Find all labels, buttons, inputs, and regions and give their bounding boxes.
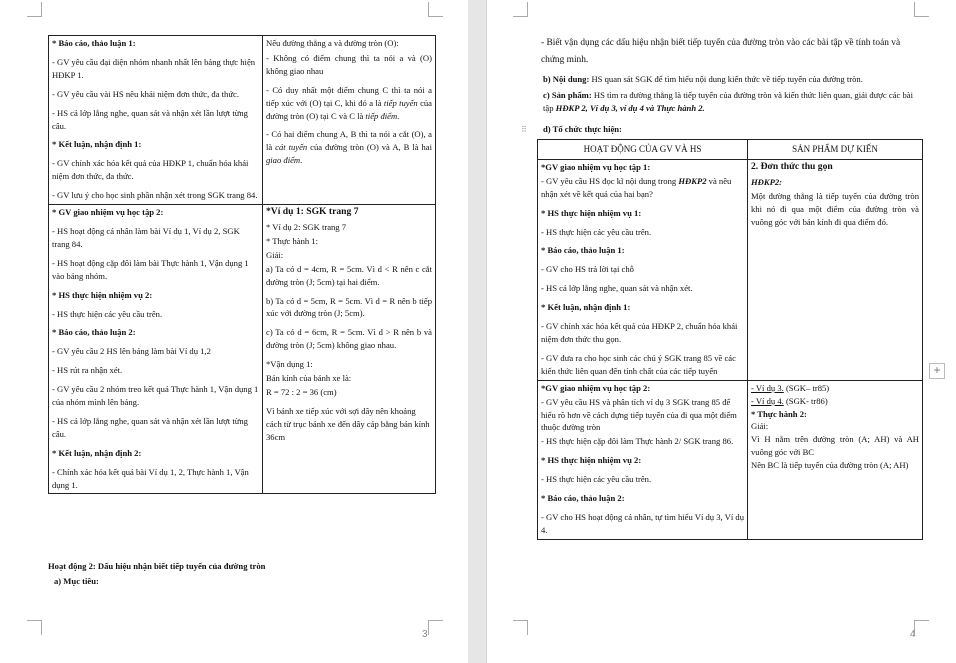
list-item: - GV yêu cầu 2 nhóm treo kết quả Thực hành 1, Vận dụng 1 của nhóm mình lên bảng. — [52, 384, 259, 408]
organization-heading: d) Tổ chức thực hiện: — [543, 124, 622, 134]
list-item: - HS hoạt động cá nhân làm bài Ví dụ 1, Ví dụ 2, SGK trang 84. — [52, 225, 240, 249]
product-line — [543, 89, 915, 115]
product-line: Giải: — [266, 249, 284, 260]
table-row — [538, 380, 923, 539]
product-lines — [266, 221, 432, 444]
list-item: - GV chính xác hóa kết quả của HĐKP 2, chuẩn hóa khái niệm đơn thức thu gọn. — [541, 321, 738, 344]
term-tangent-point: tiếp điểm — [365, 110, 398, 121]
list-item: - HS rút ra nhận xét. — [52, 365, 123, 376]
text-run: - Có hai điểm chung A, B thì ta nói a cắt (O), a là — [266, 129, 432, 153]
crop-mark-bottom-right — [428, 620, 443, 635]
activity-cell — [49, 205, 263, 494]
step-heading: * Báo cáo, thảo luận 1: — [541, 245, 625, 256]
lesson-table-page4 — [537, 139, 923, 540]
product-cell — [748, 380, 923, 539]
definition-text: Một đường thẳng là tiếp tuyến của đường tròn khi nó đi qua một điểm của đường tròn và vuông góc với bán kính đi qua điểm đó. — [751, 190, 919, 227]
product-cell — [263, 205, 436, 494]
crop-mark-bottom-right — [914, 620, 929, 635]
objective-heading: a) Mục tiêu: — [54, 576, 99, 586]
table-header-row — [538, 140, 923, 160]
example-title: *Ví dụ 1: SGK trang 7 — [266, 206, 359, 218]
content-label: b) Nội dung: — [543, 74, 590, 84]
page-number: 3 — [422, 629, 428, 640]
practice-title: * Thực hành 2: — [751, 408, 807, 419]
content-text: HS quan sát SGK để tìm hiểu nội dung kiến thức về tiếp tuyến của đường tròn. — [589, 74, 863, 84]
column-header-product: SẢN PHẨM DỰ KIẾN — [748, 140, 923, 160]
product-text: HS tìm ra đường thẳng là tiếp tuyến của đường tròn và kiến thức liên quan, giải được các bài tập — [543, 90, 913, 113]
activity-cell — [538, 159, 748, 380]
step-heading: * Kết luận, nhận định 1: — [52, 139, 142, 150]
table-row — [49, 36, 436, 205]
product-line: b) Ta có d = 5cm, R = 5cm. Vì d = R nên b tiếp xúc với đường tròn (J; 5cm). — [266, 295, 432, 319]
list-item: - HS thực hiện các yêu cầu trên. — [541, 226, 652, 237]
step-heading: * HS thực hiện nhiệm vụ 2: — [541, 455, 642, 466]
activity-ref: HĐKP2 — [678, 175, 707, 186]
list-item: - Chính xác hóa kết quả bài Ví dụ 1, 2, Thực hành 1, Vận dụng 1. — [52, 466, 249, 490]
list-item: - HS cả lớp lắng nghe, quan sát và nhận xét. — [541, 283, 693, 294]
activity-list — [541, 161, 744, 378]
product-bullet: - Không có điểm chung thì ta nói a và (O) không giao nhau — [266, 52, 432, 76]
list-item: - GV yêu cầu đại diện nhóm nhanh nhất lên bảng thực hiện HĐKP 1. — [52, 56, 256, 80]
step-heading: * HS thực hiện nhiệm vụ 2: — [52, 289, 153, 300]
solution-label: Giải: — [751, 421, 769, 432]
product-line: c) Ta có d = 6cm, R = 5cm. Vì d > R nên b và đường tròn (J; 5cm) không giao nhau. — [266, 327, 432, 351]
step-heading: * Báo cáo, thảo luận 1: — [52, 38, 136, 48]
step-heading: * Báo cáo, thảo luận 2: — [541, 493, 625, 504]
crop-mark-top-right — [428, 2, 443, 17]
product-line: * Thực hành 1: — [266, 235, 318, 246]
crop-mark-top-left — [513, 2, 528, 17]
step-heading: * Kết luận, nhận định 1: — [541, 302, 631, 313]
add-row-button[interactable]: + — [929, 363, 945, 379]
step-heading: *GV giao nhiệm vụ học tập 2: — [541, 382, 651, 393]
list-item: - HS cả lớp lắng nghe, quan sát và nhận xét lần lượt từng câu. — [52, 107, 248, 131]
example-source: (SGK– tr85) — [783, 382, 830, 393]
text-run: - Có duy nhất một điểm chung C thì ta nói a tiếp xúc với (O) tại C, khi đó a là — [266, 84, 432, 108]
text-run: - GV yêu cầu HS đọc kĩ nội dung trong — [541, 175, 679, 186]
table-row — [538, 159, 923, 380]
step-heading: * GV giao nhiệm vụ học tập 2: — [52, 207, 164, 218]
list-item: - HS hoạt động cặp đôi làm bài Thực hành 1, Vận dụng 1 vào bảng nhóm. — [52, 257, 249, 281]
text-run: của đường tròn (O) tại C và C là — [266, 97, 432, 121]
activity-list — [52, 37, 259, 202]
example-3-ref — [751, 382, 919, 395]
product-line: Vì bánh xe tiếp xúc với sợi dây nên khoảng cách từ trục bánh xe đến dây cáp bằng bán kính 36cm — [266, 405, 430, 442]
product-bullet — [266, 84, 432, 123]
product-bullet — [266, 128, 432, 167]
list-item: - GV cho HS hoạt động cá nhân, tự tìm hiểu Ví dụ 3, Ví dụ 4. — [541, 511, 745, 535]
product-line: *Vận dụng 1: — [266, 359, 313, 370]
product-line: Bán kính của bánh xe là: — [266, 373, 352, 384]
column-header-activity: HOẠT ĐỘNG CỦA GV VÀ HS — [538, 140, 748, 160]
product-line: R = 72 : 2 = 36 (cm) — [266, 386, 337, 397]
list-item: - HS cả lớp lắng nghe, quan sát và nhận xét lần lượt từng câu. — [52, 415, 248, 439]
solution-line: Nên BC là tiếp tuyến của đường tròn (A; AH) — [751, 460, 909, 471]
section-title: 2. Đơn thức thu gọn — [751, 160, 833, 172]
list-item: - GV đưa ra cho học sinh các chú ý SGK trang 85 về các kiến thức liên quan đến tính chất của các tiếp tuyến — [541, 352, 736, 376]
lesson-table-page3 — [48, 35, 436, 494]
example-label: - Ví dụ 3. — [751, 382, 784, 393]
activity-cell — [49, 36, 263, 205]
crop-mark-bottom-left — [513, 620, 528, 635]
list-item: - HS thực hiện các yêu cầu trên. — [52, 308, 163, 319]
list-item — [541, 175, 744, 201]
text-run: của đường tròn (O) và A, B là hai — [307, 142, 432, 153]
product-label: c) Sản phẩm: — [543, 90, 592, 100]
list-item: - HS thực hiện cặp đôi làm Thực hành 2/ SGK trang 86. — [541, 436, 734, 447]
example-4-ref — [751, 395, 919, 408]
list-item: - GV chính xác hóa kết quả của HĐKP 1, chuẩn hóa khái niệm đơn thức, đa thức. — [52, 158, 249, 182]
solution-line: Vì H nằm trên đường tròn (A; AH) và AH vuông góc với BC — [751, 434, 919, 458]
page-gap — [468, 0, 487, 663]
list-item: - GV yêu cầu 2 HS lên bảng làm bài Ví dụ 1,2 — [52, 346, 211, 357]
content-line — [543, 73, 923, 86]
term-secant: cát tuyến — [275, 142, 308, 153]
activity-cell — [538, 380, 748, 539]
crop-mark-bottom-left — [27, 620, 42, 635]
list-item: - GV yêu cầu HS và phân tích ví dụ 3 SGK trang 85 để hiểu rõ hơn về cách dựng tiếp tuyến của đi qua một điểm thuộc đường tròn — [541, 396, 737, 433]
term-intersection: giao điểm — [266, 155, 301, 166]
page-number: 4 — [910, 629, 916, 640]
product-items: HĐKP 2, Ví dụ 3, ví dụ 4 và Thực hành 2. — [555, 102, 705, 113]
list-item: - GV lưu ý cho học sinh phần nhận xét trong SGK trang 84. — [52, 190, 258, 201]
step-heading: * HS thực hiện nhiệm vụ 1: — [541, 207, 642, 218]
term-tangent: tiếp tuyến — [383, 97, 418, 108]
activity-list — [52, 206, 259, 491]
example-label: - Ví dụ 4. — [751, 395, 784, 406]
product-cell — [263, 36, 436, 205]
text-run: và nêu nhận xét về kết quả của hai bạn? — [541, 175, 732, 199]
product-line: a) Ta có d = 4cm, R = 5cm. Vì d < R nên c cắt đường tròn (J; 5cm) tại hai điểm. — [266, 263, 432, 287]
list-item: - HS thực hiện các yêu cầu trên. — [541, 474, 652, 485]
example-source: (SGK- tr86) — [783, 395, 828, 406]
table-move-handle-icon[interactable]: ⠿ — [521, 125, 527, 134]
text-run: . — [397, 110, 400, 121]
list-item: - GV cho HS trả lời tại chỗ — [541, 264, 634, 275]
product-intro: Nếu đường thẳng a và đường tròn (O): — [266, 38, 399, 48]
step-heading: * Báo cáo, thảo luận 2: — [52, 327, 136, 338]
document-page-4 — [487, 0, 956, 663]
activity-2-heading: Hoạt động 2: Dấu hiệu nhận biết tiếp tuyến của đường tròn — [48, 561, 266, 571]
product-cell — [748, 159, 923, 380]
activity-list — [541, 382, 744, 537]
product-line: * Ví dụ 2: SGK trang 7 — [266, 221, 347, 232]
crop-mark-top-left — [27, 2, 42, 17]
crop-mark-top-right — [914, 2, 929, 17]
text-run: . — [300, 155, 303, 166]
list-item: - GV yêu cầu vài HS nêu khái niệm đơn thức, đa thức. — [52, 88, 239, 99]
explore-label: HĐKP2: — [751, 176, 783, 187]
step-heading: *GV giao nhiệm vụ học tập 1: — [541, 161, 651, 172]
objective-text: - Biết vận dụng các dấu hiệu nhận biết tiếp tuyến của đường tròn vào các bài tập về tính toán và chứng minh. — [541, 38, 901, 65]
step-heading: * Kết luận, nhận định 2: — [52, 447, 142, 458]
document-page-3 — [0, 0, 468, 663]
table-row — [49, 205, 436, 494]
